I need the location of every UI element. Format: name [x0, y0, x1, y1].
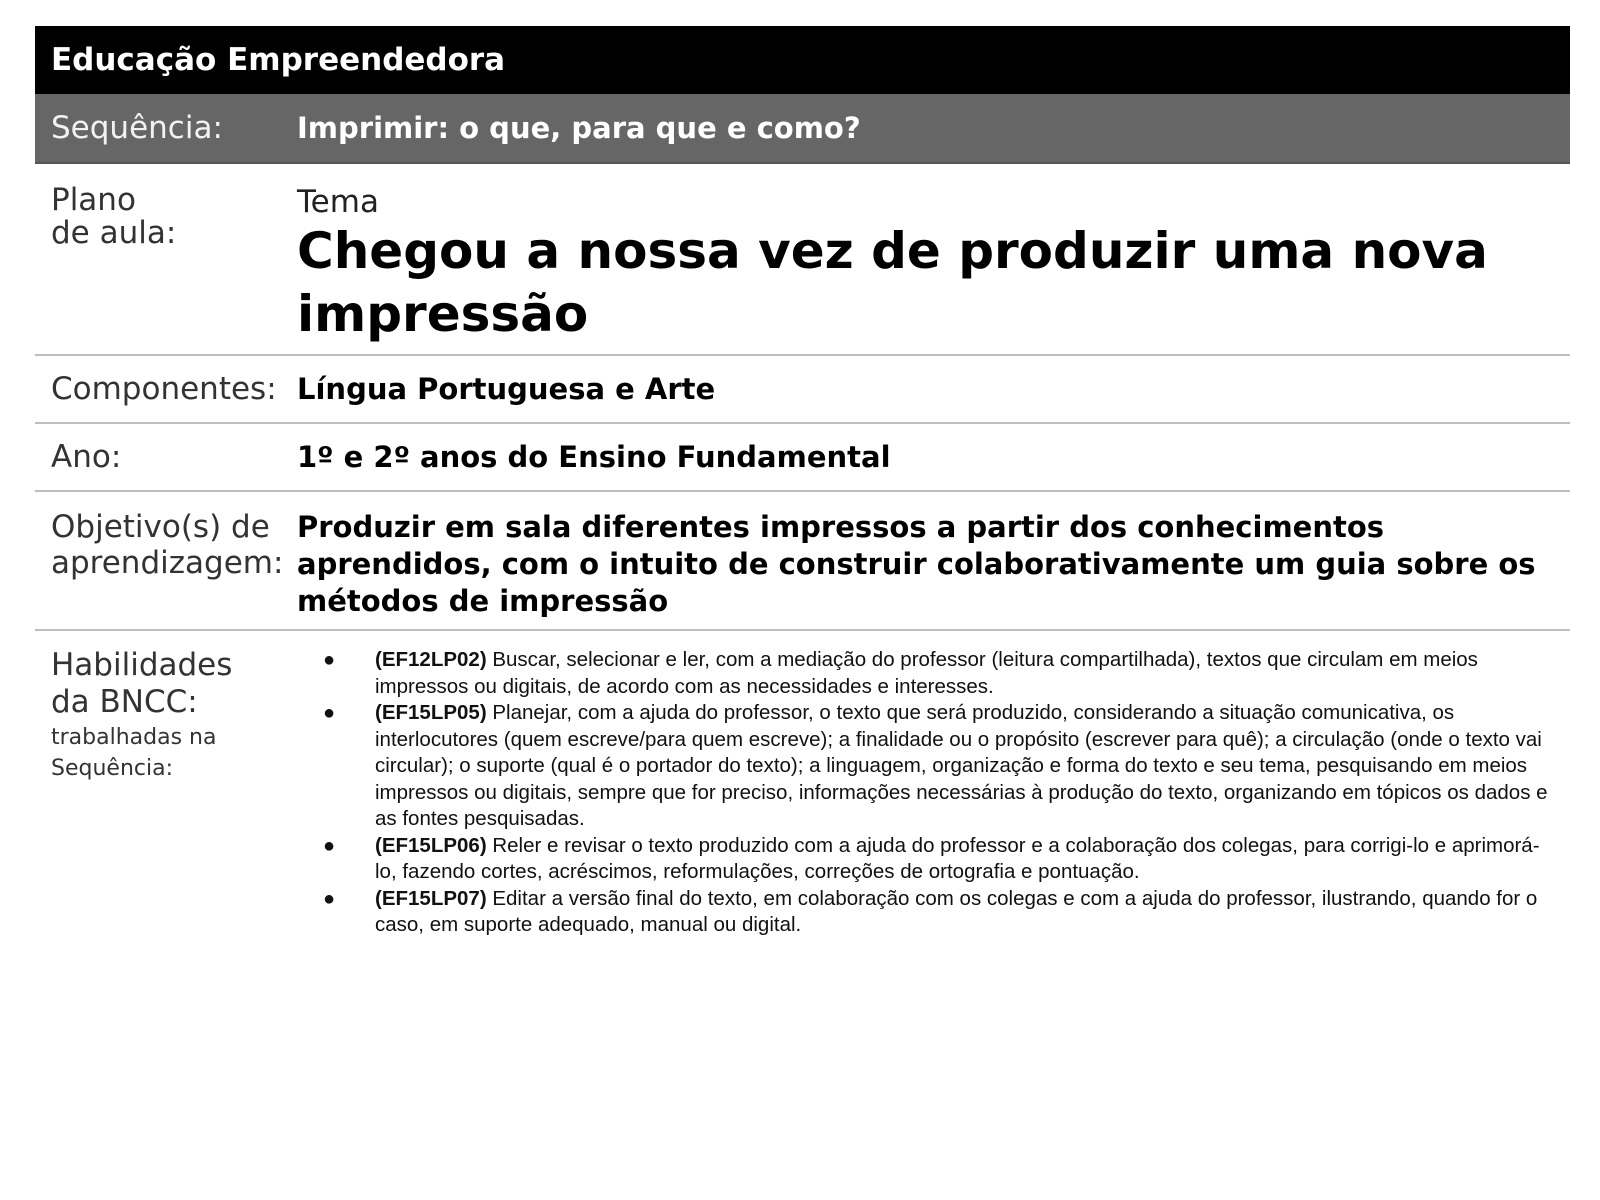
bullet-icon: ● — [323, 887, 336, 910]
skill-text: Planejar, com a ajuda do professor, o texto que será produzido, considerando a situação comunicativa, os interlocutores (quem escreve/para quem escreve); a finalidade ou o propósito (escrever para quê); a circulação (onde o texto vai circular); o suporte (qual é o portador do texto); a linguagem, organização e forma do texto e seu tema, pesquisando em meios impressos ou digitais, sempre que for preciso, informações necessárias à produção do texto, organizando em tópicos os dados e as fontes pesquisadas. — [375, 701, 1548, 830]
theme-title: Chegou a nossa vez de produzir uma nova impressão — [297, 222, 1488, 343]
skill-text: Reler e revisar o texto produzido com a ajuda do professor e a colaboração dos colegas, para corrigi-lo e aprimorá-lo, fazendo cortes, acréscimos, reformulações, correções de ortografia e pontuação. — [375, 833, 1540, 883]
document-header — [35, 26, 1570, 94]
objectives-label-line1: Objetivo(s) de — [51, 509, 270, 545]
sequence-label: Sequência: — [51, 110, 223, 146]
list-item — [297, 647, 1550, 700]
bullet-icon: ● — [323, 834, 336, 857]
sequence-value: Imprimir: o que, para que e como? — [297, 111, 861, 145]
objectives-row — [35, 492, 1570, 631]
components-label: Componentes: — [51, 371, 277, 407]
list-item — [297, 833, 1550, 886]
year-value: 1º e 2º anos do Ensino Fundamental — [297, 440, 891, 474]
header-title: Educação Empreendedora — [51, 42, 506, 78]
skills-label-line2: da BNCC: — [51, 684, 198, 720]
skill-code: (EF15LP05) — [375, 701, 487, 724]
skills-label-line1: Habilidades — [51, 647, 233, 683]
skills-row — [35, 631, 1570, 939]
components-row — [35, 356, 1570, 424]
skill-code: (EF15LP07) — [375, 886, 487, 910]
year-row — [35, 424, 1570, 492]
list-item — [297, 700, 1550, 833]
lesson-plan-label-line1: Plano — [51, 182, 136, 218]
skills-sublabel-line1: trabalhadas na — [51, 725, 217, 750]
skill-text: Editar a versão final do texto, em colaboração com os colegas e com a ajuda do professor, ilustrando, quando for o caso, em suporte adequado, manual ou digital. — [375, 886, 1538, 936]
skills-sublabel-line2: Sequência: — [51, 756, 173, 781]
skills-label — [35, 647, 297, 939]
theme-label: Tema — [297, 184, 379, 220]
lesson-plan-value — [297, 184, 1570, 354]
skill-text: Buscar, selecionar e ler, com a mediação do professor (leitura compartilhada), textos que circulam em meios impressos ou digitais, de acordo com as necessidades e interesses. — [375, 648, 1478, 698]
skill-code: (EF12LP02) — [375, 648, 487, 671]
lesson-plan-sheet — [35, 26, 1570, 939]
skills-list — [297, 647, 1550, 939]
year-label: Ano: — [51, 439, 122, 475]
objectives-label-line2: aprendizagem: — [51, 545, 284, 581]
lesson-plan-label-line2: de aula: — [51, 215, 177, 251]
bullet-icon: ● — [323, 702, 336, 724]
components-value: Língua Portuguesa e Arte — [297, 372, 716, 406]
sequence-row — [35, 94, 1570, 164]
lesson-plan-row — [35, 164, 1570, 356]
lesson-plan-label — [35, 184, 297, 354]
skills-value — [297, 647, 1570, 939]
objectives-value: Produzir em sala diferentes impressos a partir dos conhecimentos aprendidos, com o intuito de construir colaborativamente um guia sobre os métodos de impressão — [297, 510, 1536, 618]
bullet-icon: ● — [323, 649, 336, 671]
objectives-label — [35, 509, 297, 629]
skill-code: (EF15LP06) — [375, 833, 487, 857]
list-item — [297, 886, 1550, 939]
